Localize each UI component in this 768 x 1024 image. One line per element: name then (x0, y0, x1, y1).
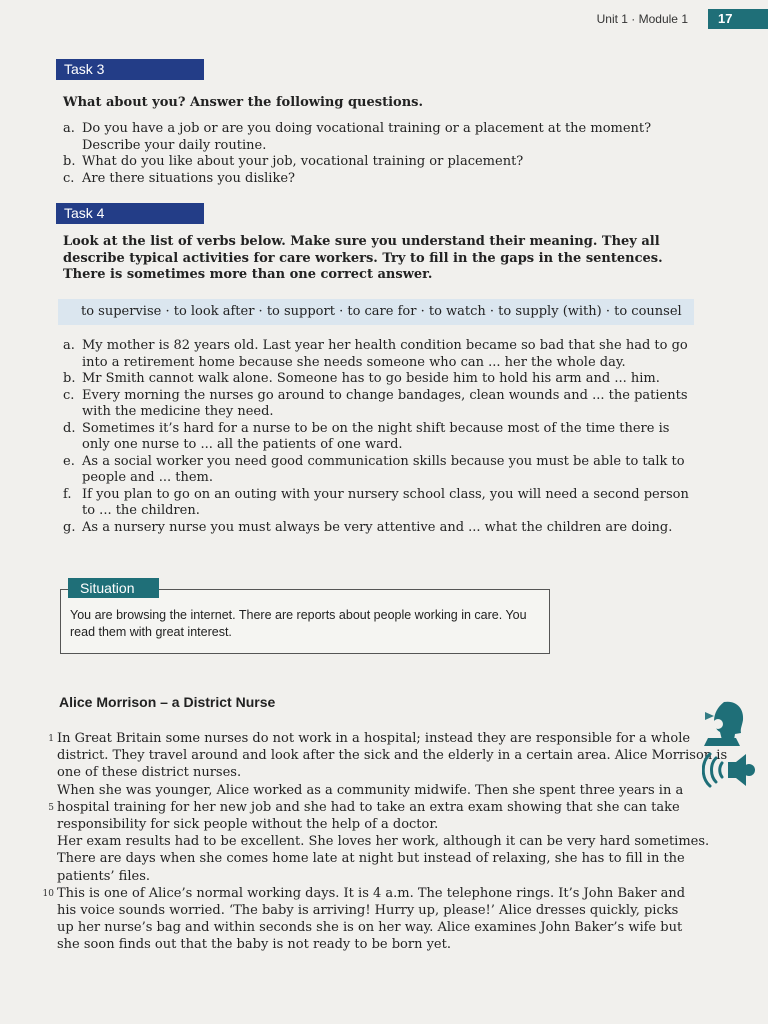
task4-label: Task 4 (56, 203, 204, 224)
line-text: When she was younger, Alice worked as a community midwife. Then she spent three years in a (57, 782, 684, 798)
item-text: If you plan to go on an outing with your nursery school class, you will need a second person to ... the children. (82, 486, 689, 518)
article-line (48, 799, 689, 816)
line-text: In Great Britain some nurses do not work in a hospital; instead they are responsible for a whole (57, 731, 691, 746)
running-head: Unit 1 · Module 1 (596, 12, 688, 26)
line-text: There are days when she comes home late at night but instead of relaxing, she has to fill in the (57, 851, 685, 867)
article-line (57, 764, 689, 781)
article-line (57, 833, 710, 850)
line-text: up her nurse’s bag and within seconds she is on her way. Alice examines John Baker’s wife but (57, 920, 683, 936)
line-text: This is one of Alice’s normal working days. It is 4 a.m. The telephone rings. It’s John Baker and (57, 885, 686, 901)
line-text: his voice sounds worried. ‘The baby is arriving! Hurry up, please!’ Alice dresses quickly, picks (57, 903, 679, 919)
task4-instruction: Look at the list of verbs below. Make sure you understand their meaning. They all describe typical activities for care workers. Try to fill in the gaps in the sentences. There is sometimes more than one correct answer. (63, 234, 663, 282)
article-body (42, 730, 728, 954)
line-text: Her exam results had to be excellent. She loves her work, although it can be very hard sometimes. (57, 834, 710, 850)
line-text: responsibility for sick people without the help of a doctor. (57, 817, 439, 833)
item-letter: f. (63, 486, 72, 502)
line-number: 10 (42, 888, 54, 899)
item-text: Do you have a job or are you doing vocational training or a placement at the moment? Describe your daily routine. (82, 121, 652, 153)
line-text: patients’ files. (57, 868, 151, 884)
article-line (57, 868, 689, 885)
task3-instruction: What about you? Answer the following questions. (63, 95, 423, 110)
sentence-item (63, 371, 693, 388)
article-line (57, 747, 728, 764)
sentence-item (63, 520, 693, 537)
item-letter: e. (63, 453, 75, 469)
item-letter: b. (63, 154, 76, 169)
article-line (57, 782, 689, 799)
question-item (63, 121, 693, 154)
article-line (57, 919, 689, 936)
item-text: Are there situations you dislike? (82, 170, 296, 186)
question-item (63, 171, 693, 188)
item-letter: a. (63, 338, 75, 353)
item-text: Every morning the nurses go around to change bandages, clean wounds and ... the patients with the medicine they need. (82, 387, 688, 419)
question-item (63, 154, 693, 171)
item-text: What do you like about your job, vocational training or placement? (82, 154, 524, 169)
item-letter: b. (63, 371, 76, 386)
margin-icons (702, 698, 758, 790)
item-text: Mr Smith cannot walk alone. Someone has to go beside him to hold his arm and ... him. (82, 371, 660, 386)
item-text: As a nursery nurse you must always be very attentive and ... what the children are doing. (82, 519, 673, 535)
article-line (57, 936, 689, 953)
article-title: Alice Morrison – a District Nurse (59, 694, 276, 710)
line-text: she soon finds out that the baby is not ready to be born yet. (57, 937, 451, 953)
article-line (57, 816, 689, 833)
item-letter: c. (63, 170, 75, 186)
sentence-item (63, 388, 693, 421)
line-number: 5 (48, 802, 54, 813)
line-text: district. They travel around and look after the sick and the elderly in a certain area. Alice Morrison is (57, 748, 728, 764)
line-text: one of these district nurses. (57, 765, 242, 781)
situation-label: Situation (68, 578, 159, 598)
item-text: As a social worker you need good communication skills because you must be able to talk to people and ... them. (82, 453, 685, 485)
item-text: My mother is 82 years old. Last year her health condition became so bad that she had to go into a retirement home because she needs someone who can ... her the whole day. (82, 338, 688, 370)
line-number: 1 (48, 734, 54, 744)
article-line (48, 730, 691, 747)
line-text: hospital training for her new job and she had to take an extra exam showing that she can take (57, 799, 680, 815)
page-number: 17 (708, 9, 768, 29)
task4-sentences (63, 338, 693, 536)
item-letter: d. (63, 420, 76, 436)
article-line (57, 902, 689, 919)
situation-text: You are browsing the internet. There are reports about people working in care. You read them with great interest. (70, 608, 527, 639)
sentence-item (63, 338, 693, 371)
task3-label: Task 3 (56, 59, 204, 80)
article-line (42, 885, 689, 902)
sentence-item (63, 421, 693, 454)
article-line (57, 850, 689, 867)
item-letter: g. (63, 519, 76, 535)
item-letter: c. (63, 387, 75, 403)
verb-list: to supervise · to look after · to support · to care for · to watch · to supply (with) · to counsel (58, 299, 694, 325)
page-header (597, 8, 768, 30)
item-text: Sometimes it’s hard for a nurse to be on the night shift because most of the time there is only one nurse to ... all the patients of one ward. (82, 420, 670, 452)
item-letter: a. (63, 121, 75, 136)
audio-speaker-icon (702, 750, 758, 790)
task3-questions (63, 121, 693, 187)
sentence-item (63, 487, 693, 520)
sentence-item (63, 454, 693, 487)
